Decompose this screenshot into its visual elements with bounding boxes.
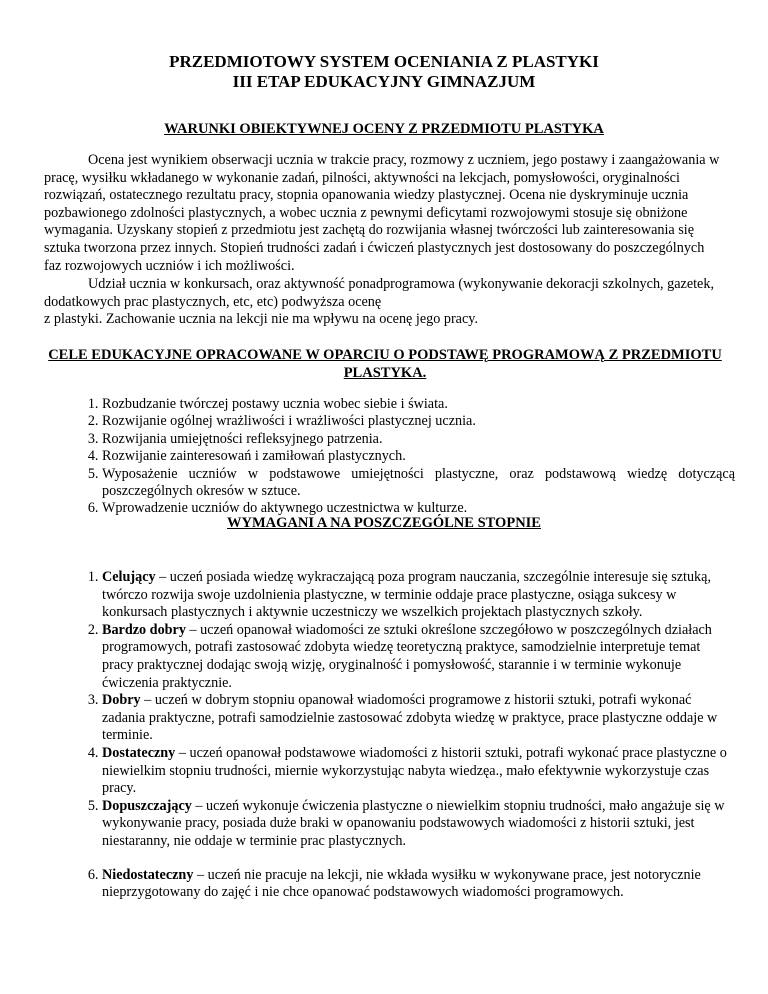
conditions-paragraph-2-text-a: Udział ucznia w konkursach, oraz aktywność ponadprogramowa (wykonywanie dekoracji szkolnych, gazetek, dodatkowych prac plastycznych, etc, etc) podwyższa ocenę xyxy=(44,276,714,310)
conditions-paragraph-2-text-b: z plastyki. Zachowanie ucznia na lekcji nie ma wpływu na ocenę jego pracy. xyxy=(44,311,478,328)
list-item: 5. Wyposażenie uczniów w podstawowe umiejętności plastyczne, oraz podstawową wiedzę dotyczącą poszczególnych okresów w sztuce. xyxy=(102,466,735,501)
grade-description: – uczeń nie pracuje na lekcji, nie wkłada wysiłku w wykonywane prace, jest notorycznie nieprzygotowany do zajęć i nie chce opanować podstawowych wiadomości programowych. xyxy=(102,866,701,901)
section-heading-conditions: WARUNKI OBIEKTYWNEJ OCENY Z PRZEDMIOTU PLASTYKA xyxy=(164,121,604,137)
document-title-line2: III ETAP EDUKACYJNY GIMNAZJUM xyxy=(232,72,536,91)
list-item: 4. Rozwijanie zainteresowań i zamiłowań plastycznych. xyxy=(102,448,735,465)
goals-list xyxy=(81,396,735,518)
grade-item-dopuszczajacy xyxy=(102,798,735,851)
list-item: 6. Wprowadzenie uczniów do aktywnego uczestnictwa w kulturze. xyxy=(102,500,735,517)
grade-item-bardzo-dobry xyxy=(102,622,735,692)
list-item: 2. Rozwijanie ogólnej wrażliwości i wrażliwości plastycznej ucznia. xyxy=(102,413,735,430)
grade-name: Niedostateczny xyxy=(102,866,194,883)
document-title-line1: PRZEDMIOTOWY SYSTEM OCENIANIA Z PLASTYKI xyxy=(169,52,599,71)
section-heading-requirements: WYMAGANI A NA POSZCZEGÓLNE STOPNIE xyxy=(227,515,541,531)
conditions-paragraph-1-text: Ocena jest wynikiem obserwacji ucznia w trakcie pracy, rozmowy z uczniem, jego postawy i zaangażowania w pracę, wysiłku wkładanego w wykonanie zadań, pilności, aktywności na lekcjach, pomysłowości, oryginalności rozwiązań, ostatecznego rezultatu pracy, stopnia opanowania wiedzy plastycznej. Ocena nie dyskryminuje ucznia pozbawionego zdolności plastycznych, a wobec ucznia z pewnymi deficytami rozwojowymi stosuje się obniżone wymagania. Uzyskany stopień z przedmiotu jest zachętą do rozwijania własnej twórczości lub zainteresowania się sztuka tworzona przez innych. Stopień trudności zadań i ćwiczeń plastycznych jest dostosowany do poszczególnych faz rozwojowych uczniów i ich możliwości. xyxy=(44,152,720,274)
grade-item-celujacy xyxy=(102,569,735,622)
list-item: 1. Rozbudzanie twórczej postawy ucznia wobec siebie i świata. xyxy=(102,396,735,413)
conditions-paragraph-1 xyxy=(44,152,724,275)
grade-description: – uczeń opanował wiadomości ze sztuki określone szczegółowo w poszczególnych działach programowych, potrafi zastosować zdobyta wiedzę teoretyczną praktyce, samodzielnie interpretuje temat pracy praktycznej dodając swoją wizję, oryginalność i pomysłowość, starannie i w terminie wykonuje ćwiczenia praktycznie. xyxy=(102,621,712,691)
list-item: 3. Rozwijania umiejętności refleksyjnego patrzenia. xyxy=(102,431,735,448)
grade-item-dobry xyxy=(102,692,735,745)
grade-description: – uczeń wykonuje ćwiczenia plastyczne o niewielkim stopniu trudności, mało angażuje się w wykonywanie pracy, posiada duże braki w opanowaniu podstawowych wiadomości z historii sztuki, jest niestaranny, nie oddaje w terminie prac plastycznych. xyxy=(102,797,725,849)
grade-name: Dostateczny xyxy=(102,744,176,761)
grade-item-niedostateczny xyxy=(102,867,735,902)
grade-description: – uczeń opanował podstawowe wiadomości z historii sztuki, potrafi wykonać prace plastyczne o niewielkim stopniu trudności, miernie wykorzystując nabyta wiedzęa., mało efektywnie wykorzystuje czas pracy. xyxy=(102,744,727,797)
grade-name: Dopuszczający xyxy=(102,797,192,814)
section-heading-goals: CELE EDUKACYJNE OPRACOWANE W OPARCIU O PODSTAWĘ PROGRAMOWĄ Z PRZEDMIOTU PLASTYKA. xyxy=(48,347,722,381)
grade-item-dostateczny xyxy=(102,745,735,798)
conditions-paragraph-2 xyxy=(44,276,724,329)
grade-name: Bardzo dobry xyxy=(102,621,186,638)
grade-description: – uczeń posiada wiedzę wykraczającą poza program nauczania, szczególnie interesuje się sztuką, twórczo rozwija swoje uzdolnienia plastyczne, w terminie oddaje prace plastyczne, osiąga sukcesy w konkursach plastycznych i aktywnie uczestniczy we wszelkich projektach plastycznych szkoły. xyxy=(102,569,711,621)
grade-name: Celujący xyxy=(102,569,156,585)
grade-name: Dobry xyxy=(102,692,141,709)
grades-list xyxy=(81,569,735,902)
grade-description: – uczeń w dobrym stopniu opanował wiadomości programowe z historii sztuki, potrafi wykonać zadania praktyczne, potrafi samodzielnie zastosować zdobyta wiedzę w praktyce, prace plastyczne oddaje w terminie. xyxy=(102,692,718,744)
